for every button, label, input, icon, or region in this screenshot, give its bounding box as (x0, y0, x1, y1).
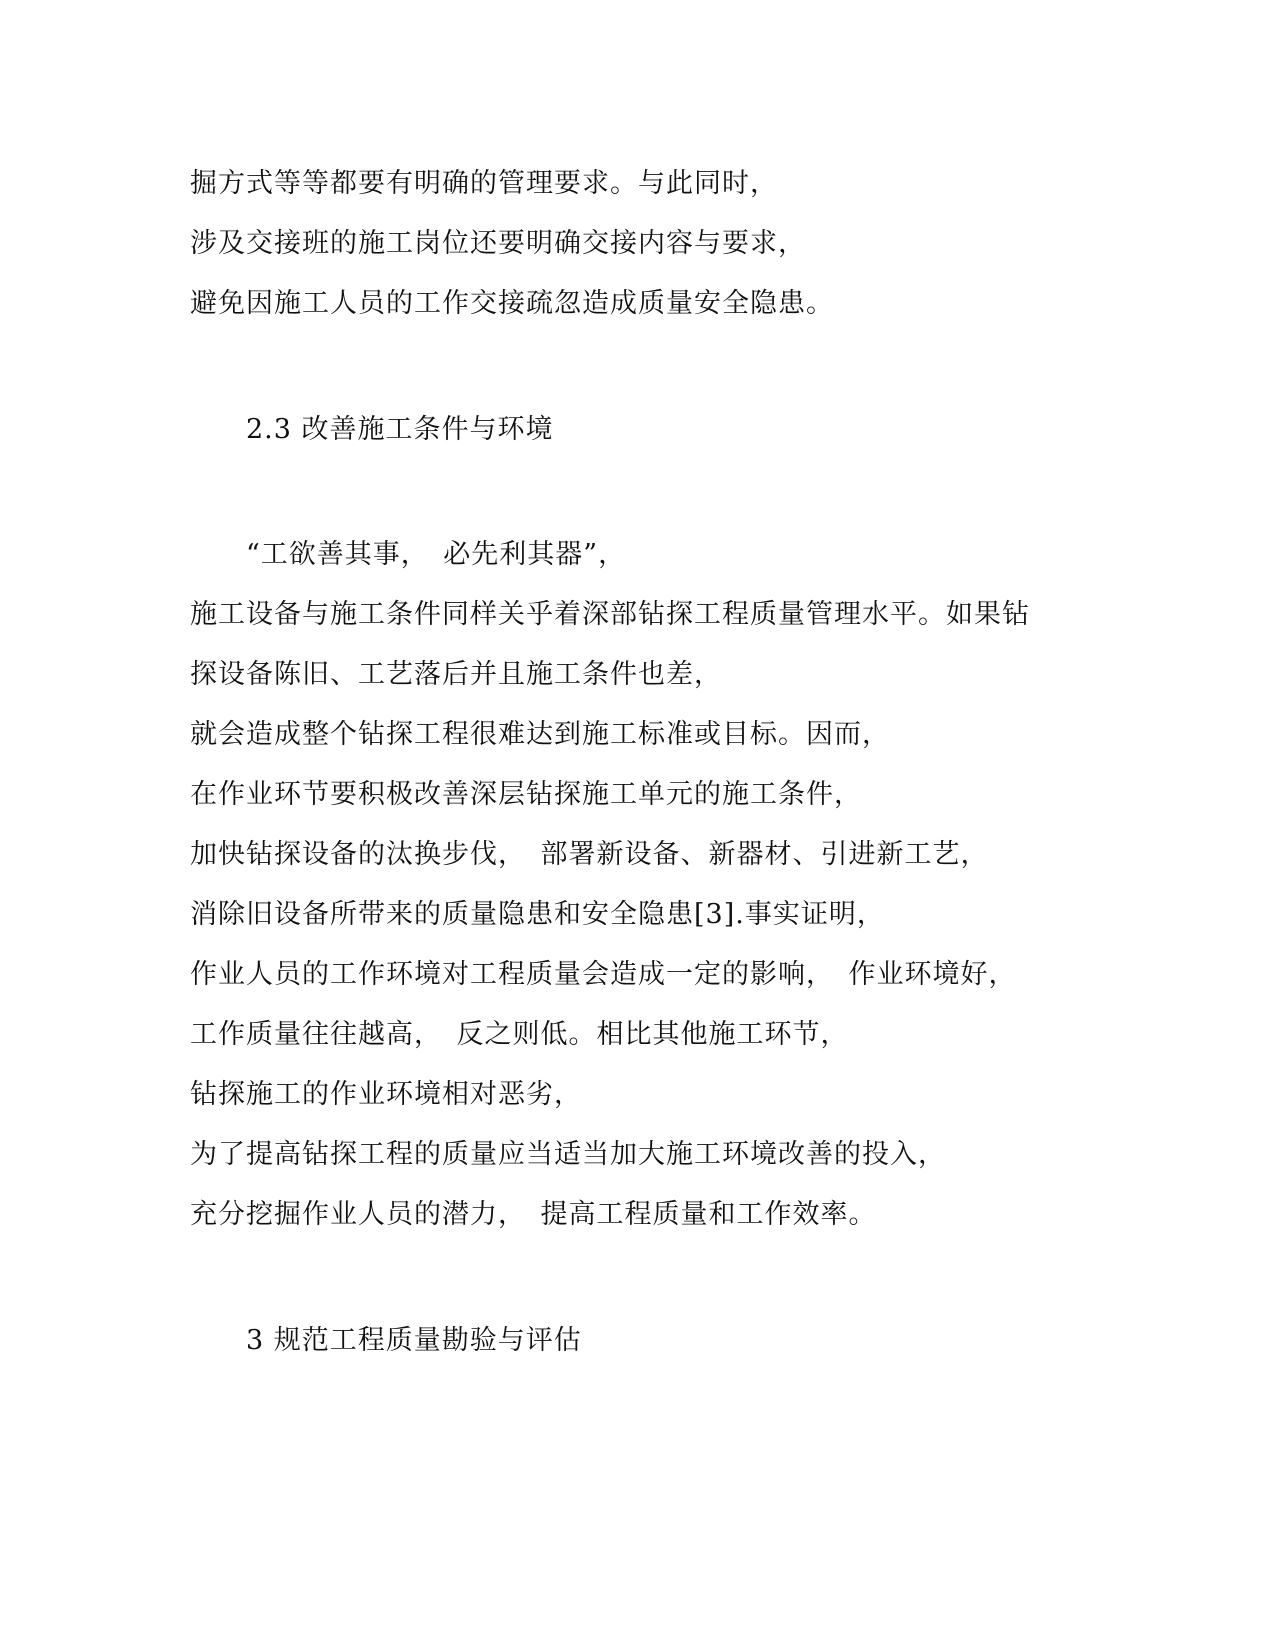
paragraph-line: 探设备陈旧、工艺落后并且施工条件也差， (190, 659, 722, 690)
paragraph-line: 加快钻探设备的汰换步伐， 部署新设备、新器材、引进新工艺， (190, 839, 989, 870)
paragraph-line: 在作业环节要积极改善深层钻探施工单元的施工条件， (190, 779, 862, 810)
paragraph-line: 掘方式等等都要有明确的管理要求。与此同时， (190, 168, 778, 199)
paragraph-line: 工作质量往往越高， 反之则低。相比其他施工环节， (190, 1019, 849, 1050)
paragraph-line: 就会造成整个钻探工程很难达到施工标准或目标。因而， (190, 719, 890, 750)
section-heading: 3 规范工程质量勘验与评估 (246, 1325, 582, 1356)
section-heading: 2.3 改善施工条件与环境 (246, 414, 554, 445)
paragraph-line: 施工设备与施工条件同样关乎着深部钻探工程质量管理水平。如果钻 (190, 599, 1030, 630)
paragraph-line: 涉及交接班的施工岗位还要明确交接内容与要求， (190, 228, 806, 259)
paragraph-first-line: “工欲善其事， 必先利其器”， (246, 539, 627, 570)
paragraph-line: 避免因施工人员的工作交接疏忽造成质量安全隐患。 (190, 288, 834, 319)
paragraph-line: 作业人员的工作环境对工程质量会造成一定的影响， 作业环境好， (190, 959, 1017, 990)
paragraph-line: 充分挖掘作业人员的潜力， 提高工程质量和工作效率。 (190, 1199, 877, 1230)
paragraph-line: 为了提高钻探工程的质量应当适当加大施工环境改善的投入， (190, 1139, 946, 1170)
paragraph-line: 钻探施工的作业环境相对恶劣， (190, 1079, 582, 1110)
paragraph-line: 消除旧设备所带来的质量隐患和安全隐患[3].事实证明， (190, 899, 885, 930)
